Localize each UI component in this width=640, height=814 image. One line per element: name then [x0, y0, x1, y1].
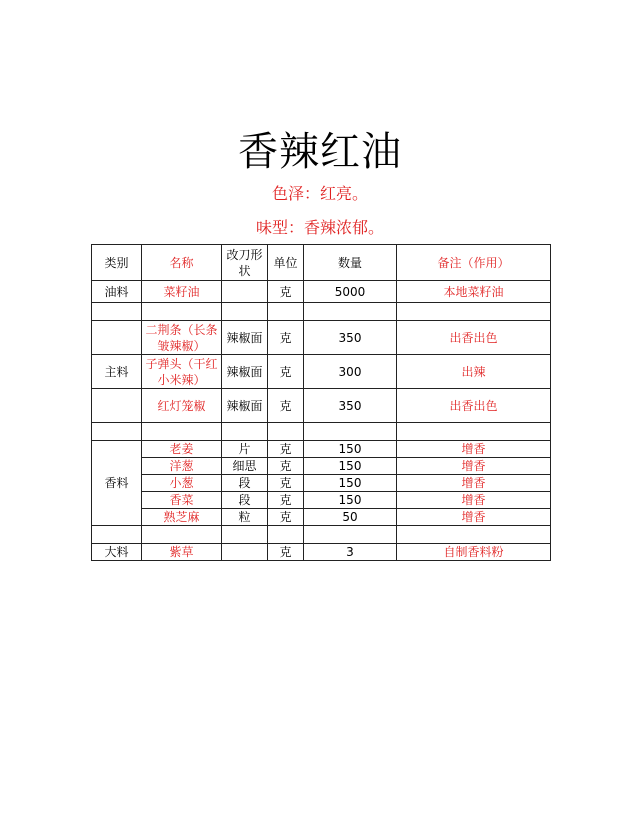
empty-cell [397, 303, 551, 321]
empty-cell [142, 526, 222, 544]
spacer-row [92, 526, 551, 544]
empty-cell [268, 303, 304, 321]
note: 出辣 [397, 355, 551, 389]
table-row [92, 475, 551, 492]
table-row [92, 544, 551, 561]
unit: 克 [268, 509, 304, 526]
quantity: 150 [304, 458, 397, 475]
cut-shape: 段 [222, 475, 268, 492]
empty-cell [304, 526, 397, 544]
empty-cell [304, 423, 397, 441]
empty-cell [92, 303, 142, 321]
empty-cell [222, 526, 268, 544]
empty-cell [268, 526, 304, 544]
table-row [92, 458, 551, 475]
empty-cell [397, 423, 551, 441]
cut-shape [222, 544, 268, 561]
ingredient-name: 紫草 [142, 544, 222, 561]
header-category: 类别 [92, 245, 142, 281]
unit: 克 [268, 321, 304, 355]
cut-shape: 辣椒面 [222, 389, 268, 423]
cut-shape: 细思 [222, 458, 268, 475]
quantity: 50 [304, 509, 397, 526]
quantity: 150 [304, 492, 397, 509]
note: 增香 [397, 492, 551, 509]
empty-cell [222, 303, 268, 321]
quantity: 3 [304, 544, 397, 561]
table-row [92, 441, 551, 458]
group-label: 香料 [92, 441, 142, 526]
header-note: 备注（作用） [397, 245, 551, 281]
empty-cell [397, 526, 551, 544]
quantity: 350 [304, 389, 397, 423]
cut-shape: 辣椒面 [222, 355, 268, 389]
note: 出香出色 [397, 321, 551, 355]
header-name: 名称 [142, 245, 222, 281]
unit: 克 [268, 458, 304, 475]
empty-cell [92, 389, 142, 423]
unit: 克 [268, 492, 304, 509]
table-header-row [92, 245, 551, 281]
ingredient-name: 子弹头（干红小米辣） [142, 355, 222, 389]
unit: 克 [268, 281, 304, 303]
recipe-table [91, 244, 551, 561]
ingredient-name: 菜籽油 [142, 281, 222, 303]
empty-cell [222, 423, 268, 441]
ingredient-name: 熟芝麻 [142, 509, 222, 526]
empty-cell [92, 321, 142, 355]
header-quantity: 数量 [304, 245, 397, 281]
unit: 克 [268, 544, 304, 561]
ingredient-name: 红灯笼椒 [142, 389, 222, 423]
table-row [92, 509, 551, 526]
empty-cell [304, 303, 397, 321]
note: 增香 [397, 509, 551, 526]
note: 增香 [397, 441, 551, 458]
empty-cell [92, 526, 142, 544]
spacer-row [92, 303, 551, 321]
note: 增香 [397, 475, 551, 492]
group-label: 大料 [92, 544, 142, 561]
table-row [92, 492, 551, 509]
note: 自制香料粉 [397, 544, 551, 561]
note: 出香出色 [397, 389, 551, 423]
quantity: 300 [304, 355, 397, 389]
empty-cell [92, 423, 142, 441]
table-row [92, 355, 551, 389]
unit: 克 [268, 475, 304, 492]
page-title: 香辣红油 [238, 129, 402, 175]
group-label: 油料 [92, 281, 142, 303]
cut-shape: 段 [222, 492, 268, 509]
unit: 克 [268, 389, 304, 423]
table-row [92, 281, 551, 303]
quantity: 5000 [304, 281, 397, 303]
color-description: 色泽：红亮。 [271, 184, 368, 203]
cut-shape: 辣椒面 [222, 321, 268, 355]
group-label: 主料 [92, 355, 142, 389]
quantity: 150 [304, 441, 397, 458]
unit: 克 [268, 441, 304, 458]
empty-cell [268, 423, 304, 441]
ingredient-name: 洋葱 [142, 458, 222, 475]
ingredient-name: 二荆条（长条皱辣椒） [142, 321, 222, 355]
table-row [92, 321, 551, 355]
cut-shape [222, 281, 268, 303]
empty-cell [142, 303, 222, 321]
quantity: 150 [304, 475, 397, 492]
table-row [92, 389, 551, 423]
flavor-description: 味型：香辣浓郁。 [255, 218, 384, 237]
spacer-row [92, 423, 551, 441]
cut-shape: 片 [222, 441, 268, 458]
ingredient-name: 老姜 [142, 441, 222, 458]
cut-shape: 粒 [222, 509, 268, 526]
empty-cell [142, 423, 222, 441]
note: 本地菜籽油 [397, 281, 551, 303]
quantity: 350 [304, 321, 397, 355]
ingredient-name: 香菜 [142, 492, 222, 509]
header-cut: 改刀形状 [222, 245, 268, 281]
ingredient-name: 小葱 [142, 475, 222, 492]
note: 增香 [397, 458, 551, 475]
header-unit: 单位 [268, 245, 304, 281]
unit: 克 [268, 355, 304, 389]
